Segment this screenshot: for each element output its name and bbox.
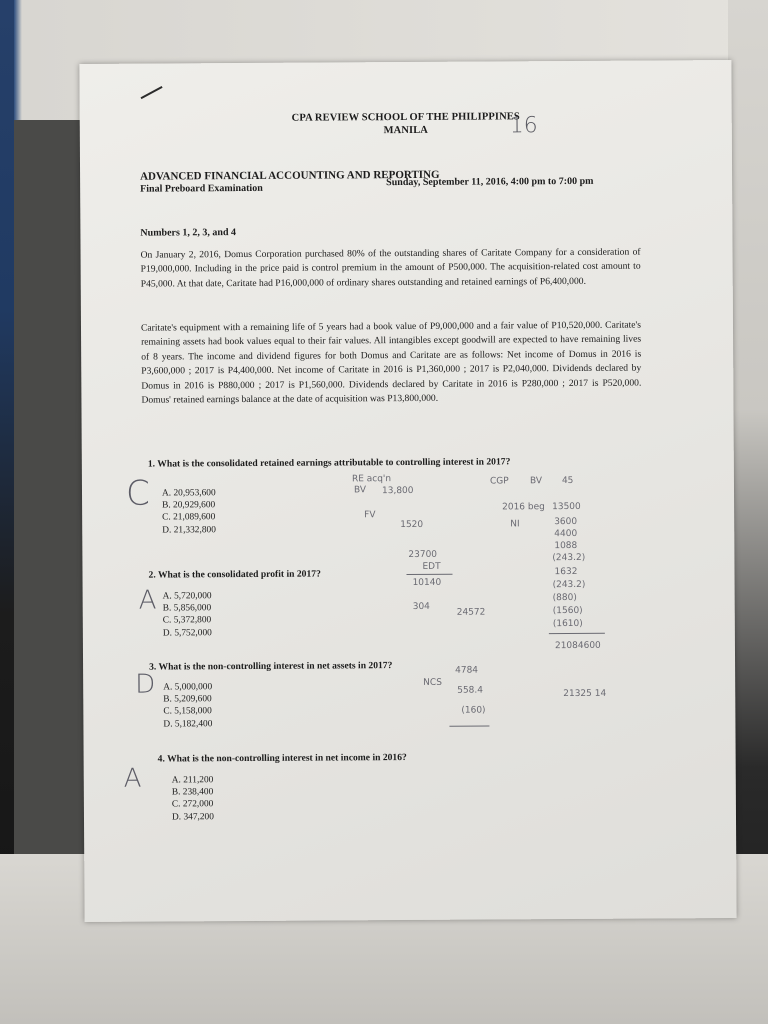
margin-note: (1560): [552, 605, 583, 617]
choice: C. 5,158,000: [163, 706, 212, 717]
exam-sheet: [79, 60, 736, 922]
choice: D. 347,200: [171, 811, 214, 823]
question-1: 1. What is the consolidated retained earnings attributable to controlling interest in 2017?: [147, 456, 511, 470]
choice: D. 5,752,000: [162, 627, 212, 639]
margin-note: 558.4: [457, 685, 484, 696]
pen-mark: [141, 86, 163, 99]
margin-note: 21084600: [554, 640, 601, 652]
margin-note: NCS: [423, 677, 442, 688]
margin-note: (243.2): [552, 552, 586, 564]
problem-paragraph-1: On January 2, 2016, Domus Corporation purchased 80% of the outstanding shares of Caritate Company for a consideration of P19,000,000. Including in the price paid is control premium in the amount of P500,000. The acquisition-related cost amount to P45,000. At that date, Caritate had P16,000,000 of ordinary shares outstanding and retained earnings of P6,400,000.: [140, 246, 641, 290]
choice: B. 20,929,600: [162, 500, 216, 511]
problem-paragraph-2: Caritate's equipment with a remaining life of 5 years had a book value of P9,000,000 and a fair value of P10,520,000. Caritate's remaining assets had book values equal to their fair values. All intangibles except goodwill are expected to have remaining lives of 8 years. The income and dividend figures for both Domus and Caritate are as follows: Net income of Domus in 2016 is P3,600,000 ; 2017 is P4,400,000. Net income of Caritate in 2016 is P1,360,000 ; 2017 is P2,040,000. Dividends declared by Domus in 2016 is P880,000 ; 2017 is P1,560,000. Dividends declared by Caritate in 2016 is P280,000 ; 2017 is P520,000. Domus' retained earnings balance at the date of acquisition was P13,800,000.: [140, 319, 642, 406]
margin-note: 45: [561, 475, 574, 487]
margin-underline: [449, 726, 489, 727]
margin-note: (243.2): [552, 579, 586, 591]
choice: D. 5,182,400: [163, 718, 213, 730]
margin-note: 24572: [456, 607, 486, 618]
margin-note: 4784: [455, 665, 479, 676]
choice: A. 20,953,600: [161, 488, 216, 499]
question-4-choices: [172, 774, 214, 823]
margin-note: 1088: [554, 540, 578, 552]
margin-note: 1520: [400, 519, 424, 531]
school-city: MANILA: [383, 124, 429, 137]
exam-title: Final Preboard Examination: [140, 182, 263, 195]
question-4: 4. What is the non-controlling interest in net income in 2016?: [157, 752, 407, 765]
margin-note: 23700: [408, 549, 438, 560]
margin-note: NI: [510, 519, 520, 530]
handwritten-score: 16: [509, 113, 538, 139]
choice: A. 5,720,000: [162, 591, 212, 602]
handwritten-answer-2: A: [138, 585, 157, 616]
handwritten-answer-3: D: [135, 669, 156, 700]
margin-note: CGP: [489, 476, 509, 487]
choice: C. 5,372,800: [162, 615, 212, 626]
choice: B. 238,400: [171, 787, 214, 798]
margin-note: 1632: [554, 566, 578, 578]
question-1-choices: [162, 487, 216, 536]
question-2-choices: [163, 590, 212, 639]
exam-date: Sunday, September 11, 2016, 4:00 pm to 7:00 pm: [386, 175, 594, 189]
course-title: ADVANCED FINANCIAL ACCOUNTING AND REPORTING: [140, 168, 440, 183]
margin-note: BV: [529, 476, 543, 487]
margin-note: FV: [364, 510, 376, 521]
margin-note: 3600: [554, 516, 578, 528]
choice: B. 5,856,000: [162, 603, 212, 614]
margin-note: BV: [353, 485, 367, 496]
margin-note: 4400: [554, 528, 578, 540]
margin-note: (1610): [552, 618, 583, 630]
margin-note: 13500: [552, 501, 581, 513]
question-3: 3. What is the non-controlling interest in net assets in 2017?: [149, 660, 393, 673]
margin-underline: [549, 633, 605, 634]
margin-note: 13,800: [381, 485, 414, 497]
margin-note: 10140: [412, 577, 442, 588]
margin-note: (880): [552, 592, 577, 604]
section-heading: Numbers 1, 2, 3, and 4: [140, 227, 237, 239]
choice: C. 21,089,600: [162, 512, 216, 523]
margin-note: RE acq'n: [351, 474, 392, 485]
choice: A. 5,000,000: [163, 682, 213, 693]
question-2: 2. What is the consolidated profit in 2017?: [148, 568, 321, 581]
margin-note: (160): [461, 705, 486, 716]
choice: B. 5,209,600: [163, 694, 212, 705]
margin-note: 304: [412, 601, 430, 612]
question-3-choices: [163, 681, 212, 730]
school-name: CPA REVIEW SCHOOL OF THE PHILIPPINES: [291, 111, 520, 124]
choice: C. 272,000: [171, 799, 214, 810]
handwritten-answer-4: A: [123, 763, 142, 794]
margin-note: 21325 14: [563, 688, 607, 700]
margin-note: EDT: [422, 561, 441, 572]
margin-note: 2016 beg: [502, 502, 545, 513]
choice: A. 211,200: [171, 775, 214, 786]
choice: D. 21,332,800: [162, 524, 216, 536]
margin-underline: [407, 574, 453, 575]
handwritten-answer-1: C: [125, 473, 150, 514]
